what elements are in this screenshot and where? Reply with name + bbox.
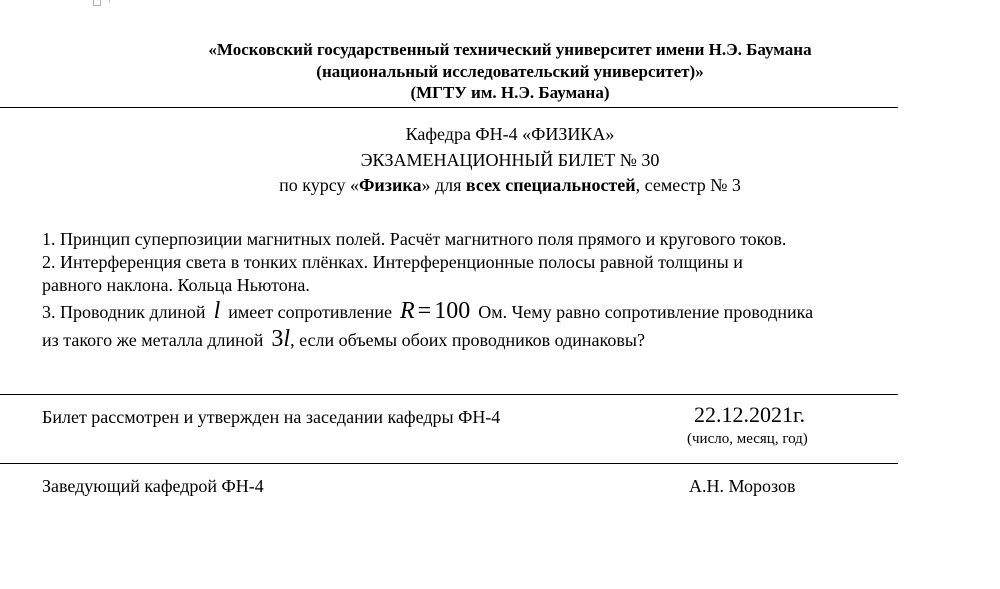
approval-divider <box>0 463 898 464</box>
department-title: Кафедра ФН-4 «ФИЗИКА» <box>405 124 615 144</box>
page-corner-marker <box>93 0 101 6</box>
question-1: 1. Принцип суперпозиции магнитных полей. Расчёт магнитного поля прямого и кругового токов. <box>42 229 787 249</box>
university-name-line1: «Московский государственный технический университет имени Н.Э. Баумана <box>208 40 812 59</box>
question-3-line2 <box>42 326 645 353</box>
question-3-text-a: 3. Проводник длиной <box>42 302 206 322</box>
question-2-line2: равного наклона. Кольца Ньютона. <box>42 275 310 295</box>
variable-l-2: l <box>283 326 291 352</box>
question-3-text-d: из такого же металла длиной <box>42 330 264 350</box>
date-caption: (число, месяц, год) <box>687 431 808 447</box>
equals-sign: = <box>417 298 432 324</box>
header-divider <box>0 107 898 108</box>
variable-l: l <box>213 298 221 324</box>
question-3-line1 <box>42 298 813 325</box>
head-label: Заведующий кафедрой ФН-4 <box>42 476 264 496</box>
question-3-text-b: имеет сопротивление <box>228 302 392 322</box>
course-prefix: по курсу « <box>279 175 359 195</box>
coefficient-3: 3 <box>271 326 284 352</box>
university-abbreviation: (МГТУ им. Н.Э. Баумана) <box>410 83 610 102</box>
course-name: Физика <box>358 175 422 195</box>
question-2-line1: 2. Интерференция света в тонких плёнках. Интерференционные полосы равной толщины и <box>42 252 743 272</box>
resistance-value: 100 <box>434 298 471 324</box>
ticket-title: ЭКЗАМЕНАЦИОННЫЙ БИЛЕТ № 30 <box>360 150 660 170</box>
question-3-text-e: , если объемы обоих проводников одинаковы? <box>290 330 645 350</box>
university-name-line2: (национальный исследовательский университет)» <box>316 62 704 81</box>
questions-divider <box>0 394 898 395</box>
head-name: А.Н. Морозов <box>689 476 796 496</box>
question-3-text-c: Ом. Чему равно сопротивление проводника <box>478 302 814 322</box>
page-corner-tick <box>109 0 110 3</box>
course-audience: всех специальностей <box>465 175 636 195</box>
course-line <box>60 174 960 197</box>
course-suffix: , семестр № 3 <box>635 175 741 195</box>
approval-date: 22.12.2021г. <box>694 402 806 427</box>
approval-text: Билет рассмотрен и утвержден на заседании кафедры ФН-4 <box>42 407 501 427</box>
variable-R: R <box>400 298 415 324</box>
course-mid: » для <box>421 175 466 195</box>
